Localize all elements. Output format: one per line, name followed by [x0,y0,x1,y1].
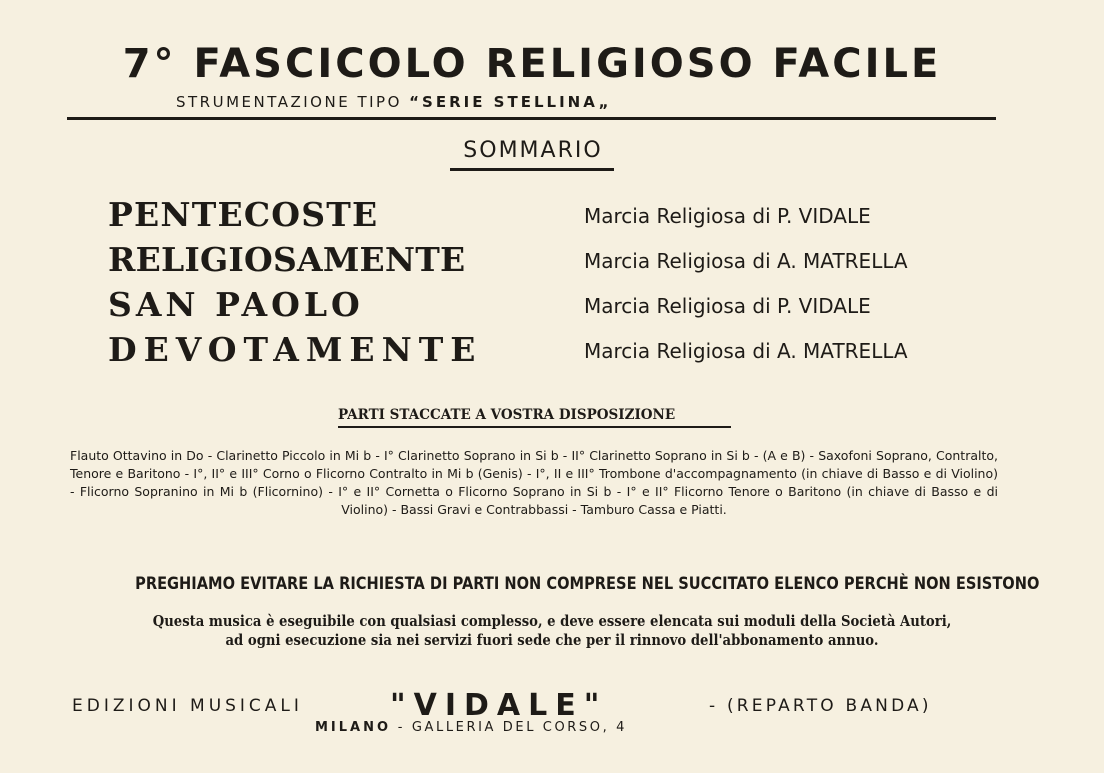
subtitle-prefix: STRUMENTAZIONE TIPO [176,93,410,111]
toc-item [108,329,968,374]
parts-list: Flauto Ottavino in Do - Clarinetto Piccolo in Mi b - I° Clarinetto Soprano in Si b - II° Clarinetto Soprano in Si b - (A e B) - Saxofoni Soprano, Contralto, Tenore e Baritono - I°, II° e III° Corno o Flicorno Contralto in Mi b (Genis) - I°, II e III° Trombone d'accompagnamento (in chiave di Basso e di Violino) - Flicorno Sopranino in Mi b (Flicornino) - I° e II° Cornetta o Flicorno Soprano in Si b - I° e II° Flicorno Tenore o Baritono (in chiave di Basso e di Violino) - Bassi Gravi e Contrabbassi - Tamburo Cassa e Piatti. [70,448,998,517]
table-of-contents [108,194,968,374]
toc-item-title: SAN PAOLO [108,285,364,324]
toc-item-title: PENTECOSTE [108,195,379,234]
toc-item-description: Marcia Religiosa di P. VIDALE [584,204,871,228]
parts-heading-underline [338,426,731,428]
notice-line: Questa musica è eseguibile con qualsiasi complesso, e deve essere elencata sui moduli della Società Autori, [152,612,952,630]
toc-item [108,239,968,284]
sommario-heading: SOMMARIO [463,138,603,163]
sommario-underline [450,168,614,171]
toc-item-title: DEVOTAMENTE [108,330,483,369]
page-title: 7° FASCICOLO RELIGIOSO FACILE [122,41,942,87]
publisher-address [315,719,775,737]
toc-item-description: Marcia Religiosa di P. VIDALE [584,294,871,318]
page-subtitle [176,92,876,112]
notice-line: ad ogni esecuzione sia nei servizi fuori sede che per il rinnovo dell'abbonamento annuo. [225,631,879,649]
warning-notice: PREGHIAMO EVITARE LA RICHIESTA DI PARTI NON COMPRESE NEL SUCCITATO ELENCO PERCHÈ NON ESISTONO [135,574,1040,594]
publisher-label: EDIZIONI MUSICALI [72,696,303,716]
toc-item-title: RELIGIOSAMENTE [108,240,466,279]
copyright-notice [101,612,1002,650]
title-divider [67,117,996,120]
toc-item-description: Marcia Religiosa di A. MATRELLA [584,249,908,273]
subtitle-series: “SERIE STELLINA„ [409,93,612,111]
publisher-city: MILANO [315,720,392,735]
publisher-street: - GALLERIA DEL CORSO, 4 [391,720,627,735]
parts-heading: PARTI STACCATE A VOSTRA DISPOSIZIONE [338,407,676,423]
toc-item-description: Marcia Religiosa di A. MATRELLA [584,339,908,363]
publisher-department: - (REPARTO BANDA) [709,696,932,716]
toc-item [108,284,968,329]
publisher-brand: "VIDALE" [390,688,608,723]
toc-item [108,194,968,239]
